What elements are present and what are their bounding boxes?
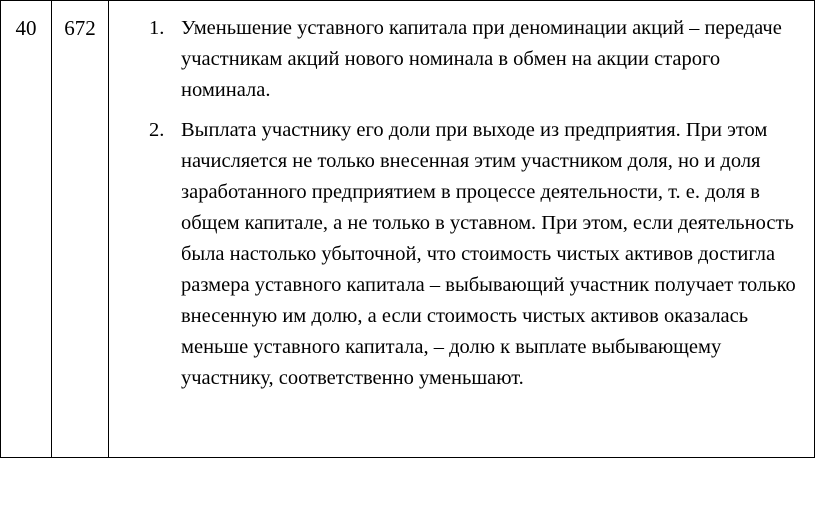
list-item [149, 13, 806, 106]
list-item-text: Выплата участнику его доли при выходе из предприятия. При этом начисляется не только внесенная этим участником доля, но и доля заработанного предприятием в процессе деятельности, т. е. доля в общем капитале, а не только в уставном. При этом, если деятельность была настолько убыточной, что стоимость чистых активов достигла размера уставного капитала – выбывающий участник получает только внесенную им долю, а если стоимость чистых активов оказалась меньше уставного капитала, – долю к выплате выбывающему участнику, соответственно уменьшают. [181, 119, 796, 389]
content-cell [109, 1, 815, 458]
page-number: 672 [64, 16, 96, 40]
list-item-marker: 1. [149, 17, 165, 39]
list-item [149, 115, 806, 394]
table-row [1, 1, 815, 458]
numbered-list [149, 13, 806, 394]
row-number: 40 [15, 16, 37, 40]
row-number-cell [1, 1, 52, 458]
list-item-text: Уменьшение уставного капитала при деноминации акций – передаче участникам акций нового номинала в обмен на акции старого номинала. [181, 17, 782, 101]
list-item-marker: 2. [149, 119, 165, 141]
page-number-cell [52, 1, 109, 458]
